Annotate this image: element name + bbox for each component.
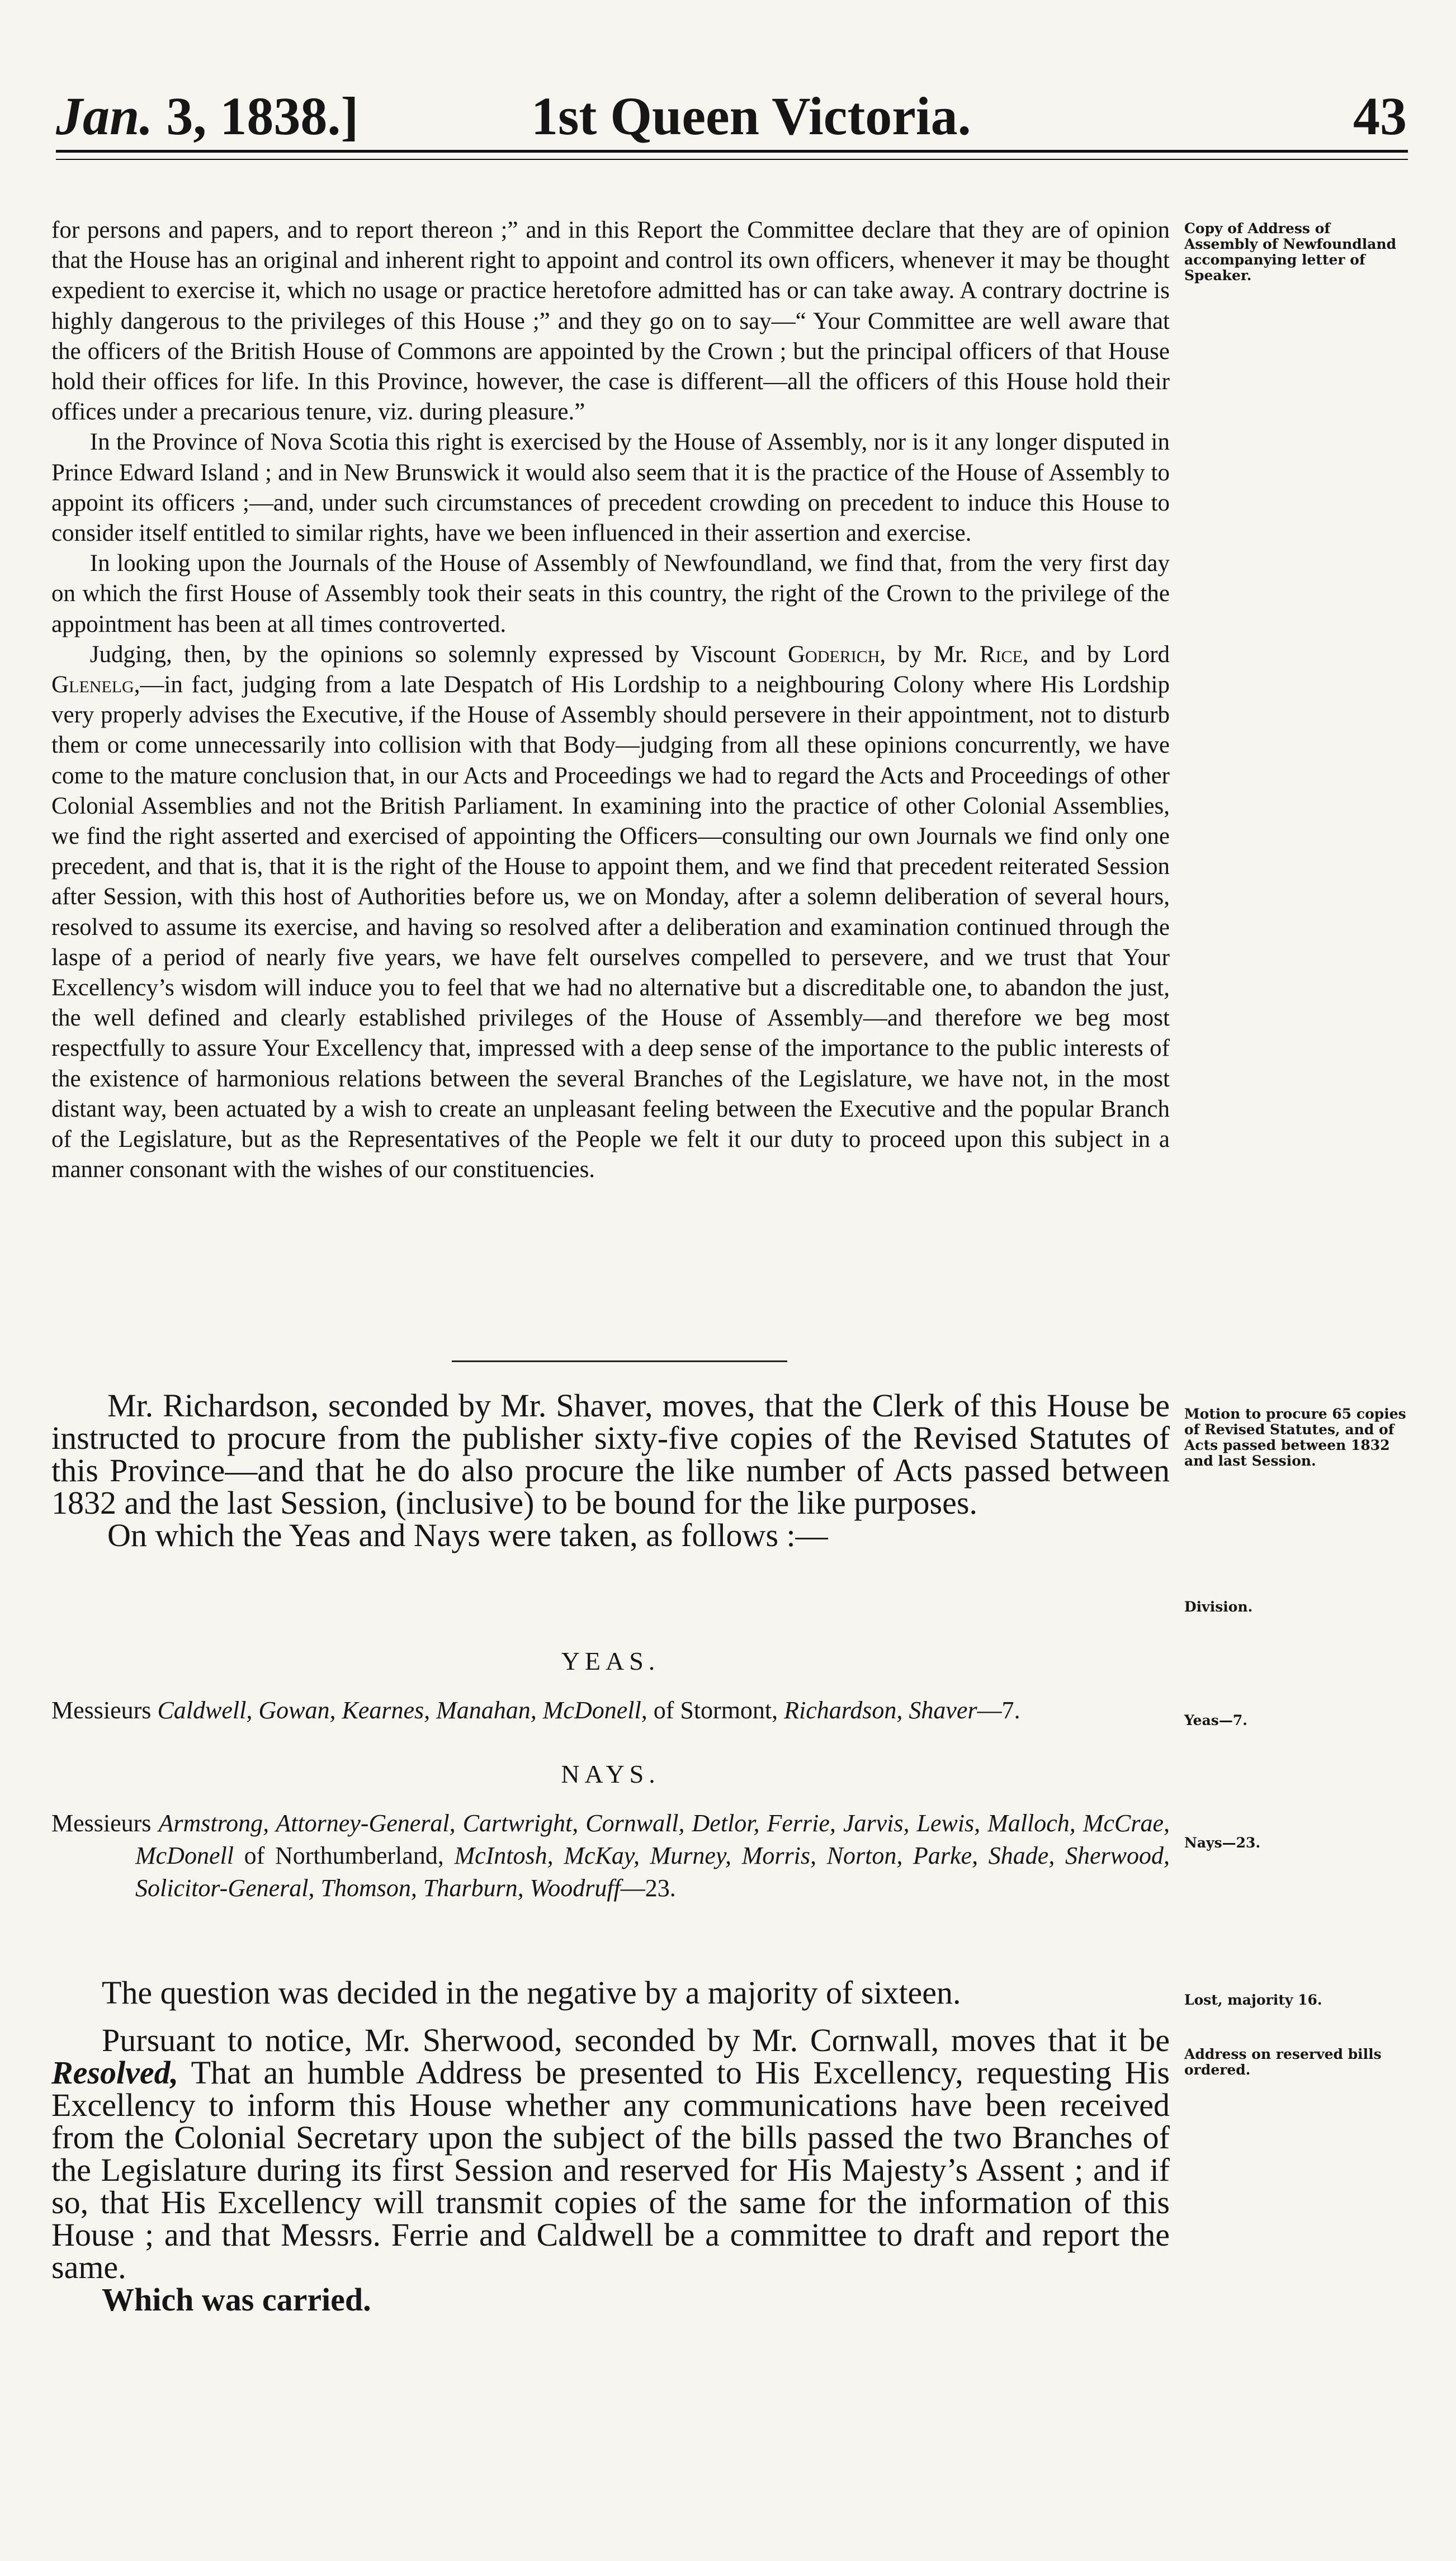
yeas-names (51, 1694, 1170, 1727)
margin-note-copy-of-address: Copy of Address of Assembly of Newfoundland accompanying letter of Speaker. (1184, 220, 1397, 283)
address-text-b: That an humble Address be presented to His Excellency, requesting His Excellency to inform this House whether any communications have been received from the Colonial Secretary upon the subject of the bills passed the two Branches of the Legislature during its first Session and reserved for His Majesty’s Assent ; and if so, that His Excellency will transmit copies of the same for the information of this House ; and that Messrs. Ferrie and Caldwell be a committee to draft and report the same. (51, 2054, 1170, 2285)
header-date-rest: 3, 1838.] (166, 86, 359, 146)
header-rule-thick (56, 150, 1408, 153)
paragraph-3: In looking upon the Journals of the House of Assembly of Newfoundland, we find that, from the very first day on which the first House of Assembly took their seats in this country, the right of the Crown to the privilege of the appointment has been at all times controverted. (51, 550, 1170, 637)
p4-text-c: , and by Lord (1022, 641, 1170, 668)
header-rule-thin (56, 159, 1408, 160)
result-text: The question was decided in the negative by a majority of sixteen. (102, 1974, 961, 2011)
motion-text: Mr. Richardson, seconded by Mr. Shaver, moves, that the Clerk of this House be instructed to procure from the publisher sixty-five copies of the Revised Statutes of this Province—and that he do also procure the like number of Acts passed between 1832 and the last Session, (inclusive) to be bound for the like purposes. (51, 1387, 1170, 1521)
margin-note-lost: Lost, majority 16. (1184, 1992, 1322, 2008)
yeas-lead: Messieurs (51, 1697, 152, 1724)
resolved-word: Resolved, (51, 2054, 179, 2091)
p4-text-b: , by Mr. (880, 641, 968, 668)
paragraph-4 (51, 640, 1170, 1185)
nays-names (51, 1807, 1170, 1905)
address-motion-block (51, 2024, 1170, 2316)
carried-text: Which was carried. (102, 2281, 371, 2318)
paragraph-2: In the Province of Nova Scotia this right is exercised by the House of Assembly, nor is it any longer disputed in Prince Edward Island ; and in New Brunswick it would also seem that it is the practice of the House of Assembly to appoint its officers ;—and, under such circumstances of precedent crowding on precedent to induce this House to consider itself entitled to similar rights, have we been influenced in their assertion and exercise. (51, 429, 1170, 547)
address-motion-text (51, 2024, 1170, 2284)
nays-names-b: McIntosh, McKay, Murney, Morris, Norton, Parke, Shade, Sherwood, Solicitor-General, Thomson, Tharburn, Woodruff (135, 1842, 1170, 1902)
p4-rice: Rice (979, 641, 1023, 668)
margin-note-division: Division. (1184, 1599, 1253, 1615)
result-block (51, 1974, 1170, 2011)
motion-block (51, 1387, 1170, 1553)
margin-note-yeas: Yeas—7. (1184, 1712, 1247, 1728)
p4-glenelg: Glenelg (51, 672, 134, 698)
nays-heading: NAYS. (561, 1760, 660, 1788)
p4-text-d: ,—in fact, judging from a late Despatch of His Lordship to a neighbouring Colony where His Lordship very properly advises the Executive, if the House of Assembly should persevere in their appointment, not to disturb them or come unnecessarily into collision with that Body—judging from all these opinions concurrently, we have come to the mature conclusion that, in our Acts and Proceedings we had to regard the Acts and Proceedings of other Colonial Assemblies and not the British Parliament. In examining into the practice of other Colonial Assemblies, we find the right asserted and exercised of appointing the Officers—consulting our own Journals we find only one precedent, and that is, that it is the right of the House to appoint them, and we find that precedent reiterated Session after Session, with this host of Authorities before us, we on Monday, after a solemn deliberation of several hours, resolved to assume its exercise, and having so resolved after a deliberation and examination continued through the laspe of a period of nearly five years, we have felt ourselves compelled to persevere, and we trust that Your Excellency’s wisdom will induce you to feel that we had no alternative but a discreditable one, to abandon the just, the well defined and clearly established privileges of the House of Assembly—and therefore we beg most respectfully to assure Your Excellency that, impressed with a deep sense of the importance to the public interests of the existence of harmonious relations between the several Branches of the Legislature, we have not, in the most distant way, been actuated by a wish to create an unpleasant feeling between the Executive and the popular Branch of the Legislature, but as the Representatives of the People we felt it our duty to proceed upon this subject in a manner consonant with the wishes of our constituencies. (51, 672, 1170, 1183)
header-date-month: Jan. (56, 86, 153, 146)
yeas-names-b: Richardson, Shaver (784, 1697, 977, 1724)
nays-lead: Messieurs (51, 1809, 152, 1837)
p4-goderich: Goderich (788, 641, 880, 668)
yeas-names-a: Caldwell, Gowan, Kearnes, Manahan, McDonell, (157, 1697, 647, 1724)
yeas-total: —7. (977, 1697, 1020, 1724)
address-text-a: Pursuant to notice, Mr. Sherwood, seconded by Mr. Cornwall, moves that it be (102, 2022, 1170, 2058)
page-number: 43 (1353, 86, 1407, 146)
section-divider (452, 1360, 787, 1362)
p4-text-a: Judging, then, by the opinions so solemnly expressed by Viscount (89, 641, 776, 668)
header-date (56, 86, 359, 146)
header-title: 1st Queen Victoria. (531, 86, 971, 146)
margin-note-address-ordered: Address on reserved bills ordered. (1184, 2046, 1382, 2078)
yeas-heading: YEAS. (561, 1647, 660, 1675)
nays-names-a: Armstrong, Attorney-General, Cartwright, Cornwall, Detlor, Ferrie, Jarvis, Lewis, Malloch, McCrae, McDonell (135, 1809, 1170, 1869)
address-body (51, 215, 1170, 1185)
yeas-of: of Stormont, (653, 1697, 778, 1724)
nays-list (51, 1807, 1170, 1905)
yeas-list (51, 1694, 1170, 1727)
nays-total: —23. (620, 1874, 676, 1902)
division-text: On which the Yeas and Nays were taken, as follows :— (107, 1517, 828, 1553)
paragraph-1: for persons and papers, and to report thereon ;” and in this Report the Committee declare that they are of opinion that the House has an original and inherent right to appoint and control its own officers, whenever it may be thought expedient to exercise it, which no usage or practice heretofore admitted has or can take away. A contrary doctrine is highly dangerous to the privileges of this House ;” and they go on to say—“ Your Committee are well aware that the officers of the British House of Commons are appointed by the Crown ; but the principal officers of that House hold their offices for life. In this Province, however, the case is different—all the officers of this House hold their offices under a precarious tenure, viz. during pleasure.” (51, 217, 1170, 426)
nays-of: of Northumberland, (244, 1842, 444, 1869)
margin-note-nays: Nays—23. (1184, 1835, 1261, 1851)
margin-note-motion-revised-statutes: Motion to procure 65 copies of Revised Statutes, and of Acts passed between 1832 and last Session. (1184, 1406, 1406, 1469)
